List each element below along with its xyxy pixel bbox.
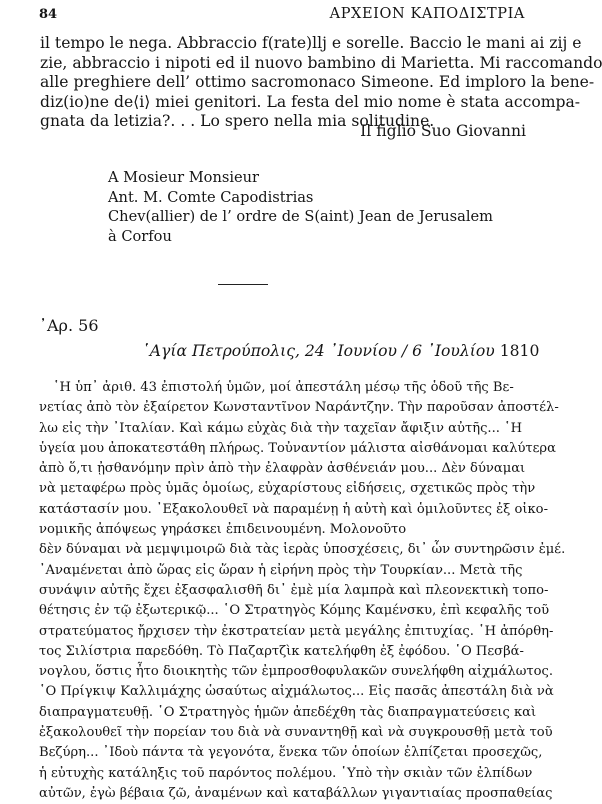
body-line: νετίας ἀπὸ τὸν ἐξαίρετον Κωνσταντῖνον Ναράντζην. Τὴν παροῦσαν ἀποστέλ-	[39, 400, 559, 416]
signature: Il figlio Suo Giovanni	[360, 122, 526, 140]
text-line: il tempo le nega. Abbraccio f(rate)llj e sorelle. Baccio le mani ai zij e	[40, 34, 582, 52]
letter-number: ᾿Αρ. 56	[39, 316, 99, 335]
body-line: νομικῆς ἀπόψεως γηράσκει ἐπιδεινουμένη. Μολονοῦτο	[39, 522, 407, 538]
letter-body	[39, 378, 566, 804]
dateline-place-date: ῾Αγία Πετρούπολις, 24 ᾿Ιουνίου / 6 ᾿Ιουλίου	[142, 342, 495, 360]
page-header	[39, 6, 525, 24]
body-line: ὑγεία μου ἀποκατεστάθη πλήρως. Τοὐναντίον μάλιστα αἰσθάνομαι καλύτερα	[39, 440, 556, 456]
text-line: zie, abbraccio i nipoti ed il nuovo bambino di Marietta. Mi raccomando	[40, 53, 602, 72]
body-line: διαπραγματευθῇ. ῾Ο Στρατηγὸς ἡμῶν ἀπεδέχθη τὰς διαπραγματεύσεις καὶ	[39, 704, 537, 720]
body-line: αὐτῶν, ἐγὼ βέβαια ζῶ, ἀναμένων καὶ καταβάλλων γιγαντιαίας προσπαθείας	[39, 785, 553, 801]
body-line: ἡ εὐτυχὴς κατάληξις τοῦ παρόντος πολέμου. ῾Υπὸ τὴν σκιὰν τῶν ἐλπίδων	[39, 765, 533, 781]
body-line: συνάψιν αὐτῆς ἔχει ἐξασφαλισθῆ δι᾿ ἐμὲ μία λαμπρὰ καὶ πλεονεκτικὴ τοπο-	[39, 582, 549, 598]
body-line: νὰ μεταφέρω πρὸς ὑμᾶς ὁμοίως, εὐχαρίστους εἰδήσεις, σχετικῶς πρὸς τὴν	[39, 481, 536, 497]
address-line: A Mosieur Monsieur	[108, 169, 260, 186]
body-line: ῾Ο Πρίγκιψ Καλλιμάχης ὡσαύτως αἰχμάλωτος... Εἰς πασᾶς ἀπεστάλη διὰ νὰ	[39, 684, 554, 700]
body-line: θέτησις ἐν τῷ ἐξωτερικῷ... ῾Ο Στρατηγὸς Κόμης Καμένσκυ, ἐπὶ κεφαλῆς τοῦ	[39, 603, 550, 619]
text-line: gnata da letizia?. . . Lo spero nella mia solitudine.	[40, 112, 435, 131]
body-line: δὲν δύναμαι νὰ μεμψιμοιρῶ διὰ τὰς ἱερὰς ὑποσχέσεις, δι᾿ ὧν συντηρῶσιν ἐμέ.	[39, 542, 566, 558]
body-line: ῾Η ὑπ᾿ ἀριθ. 43 ἐπιστολή ὑμῶν, μοί ἀπεστάλη μέσῳ τῆς ὁδοῦ τῆς Βε-	[53, 380, 514, 395]
body-line: ᾿Αναμένεται ἀπὸ ὥρας εἰς ὥραν ἡ εἰρήνη πρὸς τὴν Τουρκίαν... Μετὰ τῆς	[39, 562, 523, 578]
continued-letter	[40, 34, 602, 132]
body-line: τος Σιλίστρια παρεδόθη. Τὸ Παζαρτζὶκ κατελήφθη ἐξ ἐφόδου. ῾Ο Πεσβά-	[39, 643, 524, 659]
address-line: Ant. M. Comte Capodistrias	[108, 188, 314, 206]
section-divider	[218, 284, 268, 285]
body-line: ἀπὸ ὅ,τι ᾐσθανόμην πρὶν ἀπὸ τὴν ἐλαφρὰν ἀσθένειάν μου... Δὲν δύναμαι	[39, 461, 526, 477]
address-block	[108, 168, 493, 246]
body-line: κατάστασίν μου. ᾿Εξακολουθεῖ νὰ παραμένῃ ἡ αὐτὴ καὶ ὁμιλοῦντες ἐξ οἰκο-	[39, 501, 548, 517]
dateline-year: 1810	[499, 342, 540, 360]
body-line: Βεζύρη... ᾿Ιδοὺ πάντα τὰ γεγονότα, ἕνεκα τῶν ὁποίων ἐλπίζεται προσεχῶς,	[39, 745, 543, 761]
running-title: ΑΡΧΕΙΟΝ ΚΑΠΟΔΙΣΤΡΙΑ	[329, 6, 525, 22]
address-line: Chev(allier) de l’ ordre de S(aint) Jean de Jerusalem	[108, 208, 494, 226]
page-number: 84	[39, 7, 58, 22]
address-line: à Corfou	[108, 227, 172, 245]
body-line: λω εἰς τὴν ᾿Ιταλίαν. Καὶ κάμω εὐχὰς διὰ τὴν ταχεῖαν ἄφιξιν αὐτῆς... ῾Η	[39, 420, 523, 436]
body-line: στρατεύματος ἤρχισεν τὴν ἐκστρατείαν μετὰ μεγάλης ἐπιτυχίας. ῾Η ἀπόρθη-	[39, 623, 554, 639]
text-line: alle preghiere dell’ ottimo sacromonaco Simeone. Ed imploro la bene-	[40, 73, 595, 92]
body-line: νογλου, ὅστις ἦτο διοικητὴς τῶν ἐμπροσθοφυλακῶν συνελήφθη αἰχμάλωτος.	[39, 664, 554, 680]
text-line: diz(io)ne de⟨i⟩ miei genitori. La festa del mio nome è stata accompa-	[40, 92, 581, 111]
dateline	[142, 342, 539, 360]
body-line: ἐξακολουθεῖ τὴν πορείαν του διὰ νὰ συναντηθῇ καὶ νὰ συγκρουσθῇ μετὰ τοῦ	[39, 725, 553, 741]
